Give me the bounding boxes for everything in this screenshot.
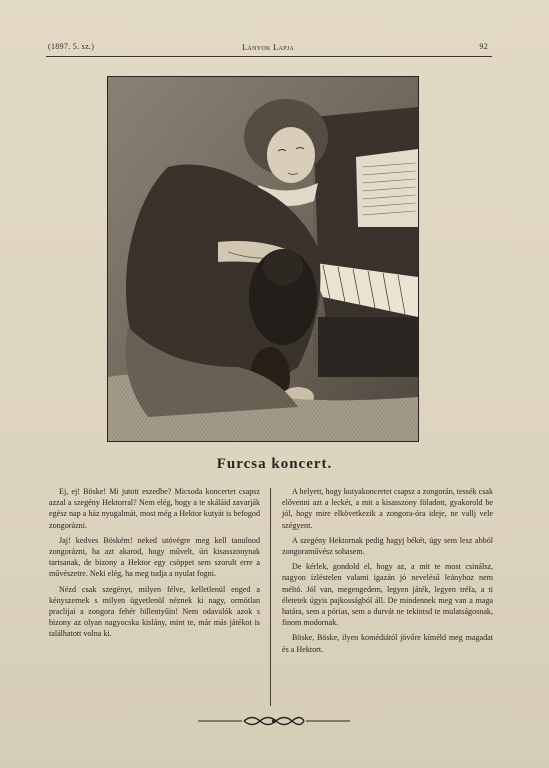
magazine-title: Lányok Lapja: [241, 42, 295, 52]
right-column: [282, 486, 493, 659]
paragraph: Nézd csak szegényt, milyen félve, kelletlenül enged a kényszernek s milyen ügyetlenül néznek ki nagy, ormótlan praclijai a zongora fehér billentyűin! Nem odavalók azok s bizony az olyan nagyocska kislány, mint te, már más játékot is találhatott volna ki.: [49, 584, 260, 639]
paragraph: De kérlek, gondold el, hogy az, a mit te most csinálsz, nagyon ízléstelen valami igazán jó nevelésű leányhoz nem méltó. Jól van, megengedem, legyen játék, legyen tréfa, a ti életetek úgyis pajkosságból áll. De mindennek meg van a maga határa, sem a pórias, sem a durvát ne tekintsd te mulatságosnak, finom modornak.: [282, 562, 493, 628]
page-number: 92: [479, 42, 488, 51]
paragraph: Ej, ej! Böske! Mi jutott eszedbe? Micsoda koncertet csapsz azzal a szegény Hektorral? Nem elég, hogy a te skáláid zavarják egész nap a ház nyugalmát, most még a Hektor kutyát is befogod zongorázni.: [49, 487, 260, 530]
running-header: [48, 40, 488, 54]
issue-info: (1897. 5. sz.): [48, 42, 95, 51]
paragraph: Jaj! kedves Böském! neked utóvégre meg kell tanulnod zongorázni, ha azt akarod, hogy művelt, úri kisasszonynak tartsanak, de bizony a Hektor egy csöppet sem szorult erre a művészetre. Neki elég, ha meg tudja a nyulat fogni.: [49, 535, 260, 579]
left-column: [49, 486, 260, 644]
paragraph: A szegény Hektornak pedig hagyj békét, úgy sem lesz abból zongoraművész sohasem.: [282, 535, 493, 557]
paragraph: Böske, Böske, ilyen komédiától jövőre kíméld meg magadat és a Hektort.: [282, 633, 493, 654]
column-divider: [270, 488, 271, 706]
ornament-divider-icon: [198, 714, 350, 728]
header-rule: [46, 56, 492, 57]
paragraph: A helyett, hogy kutyakoncertet csapsz a zongorán, tessék csak elővenni azt a leckét, a mit a kisasszony föladott, gyakorold be jól, hogy mire elkövetkezik a zongora-óra ideje, ne vallj vele szégyent.: [282, 487, 493, 530]
girl-with-puppy-at-piano-engraving-icon: [107, 76, 419, 442]
article-title: Furcsa koncert.: [216, 456, 333, 472]
